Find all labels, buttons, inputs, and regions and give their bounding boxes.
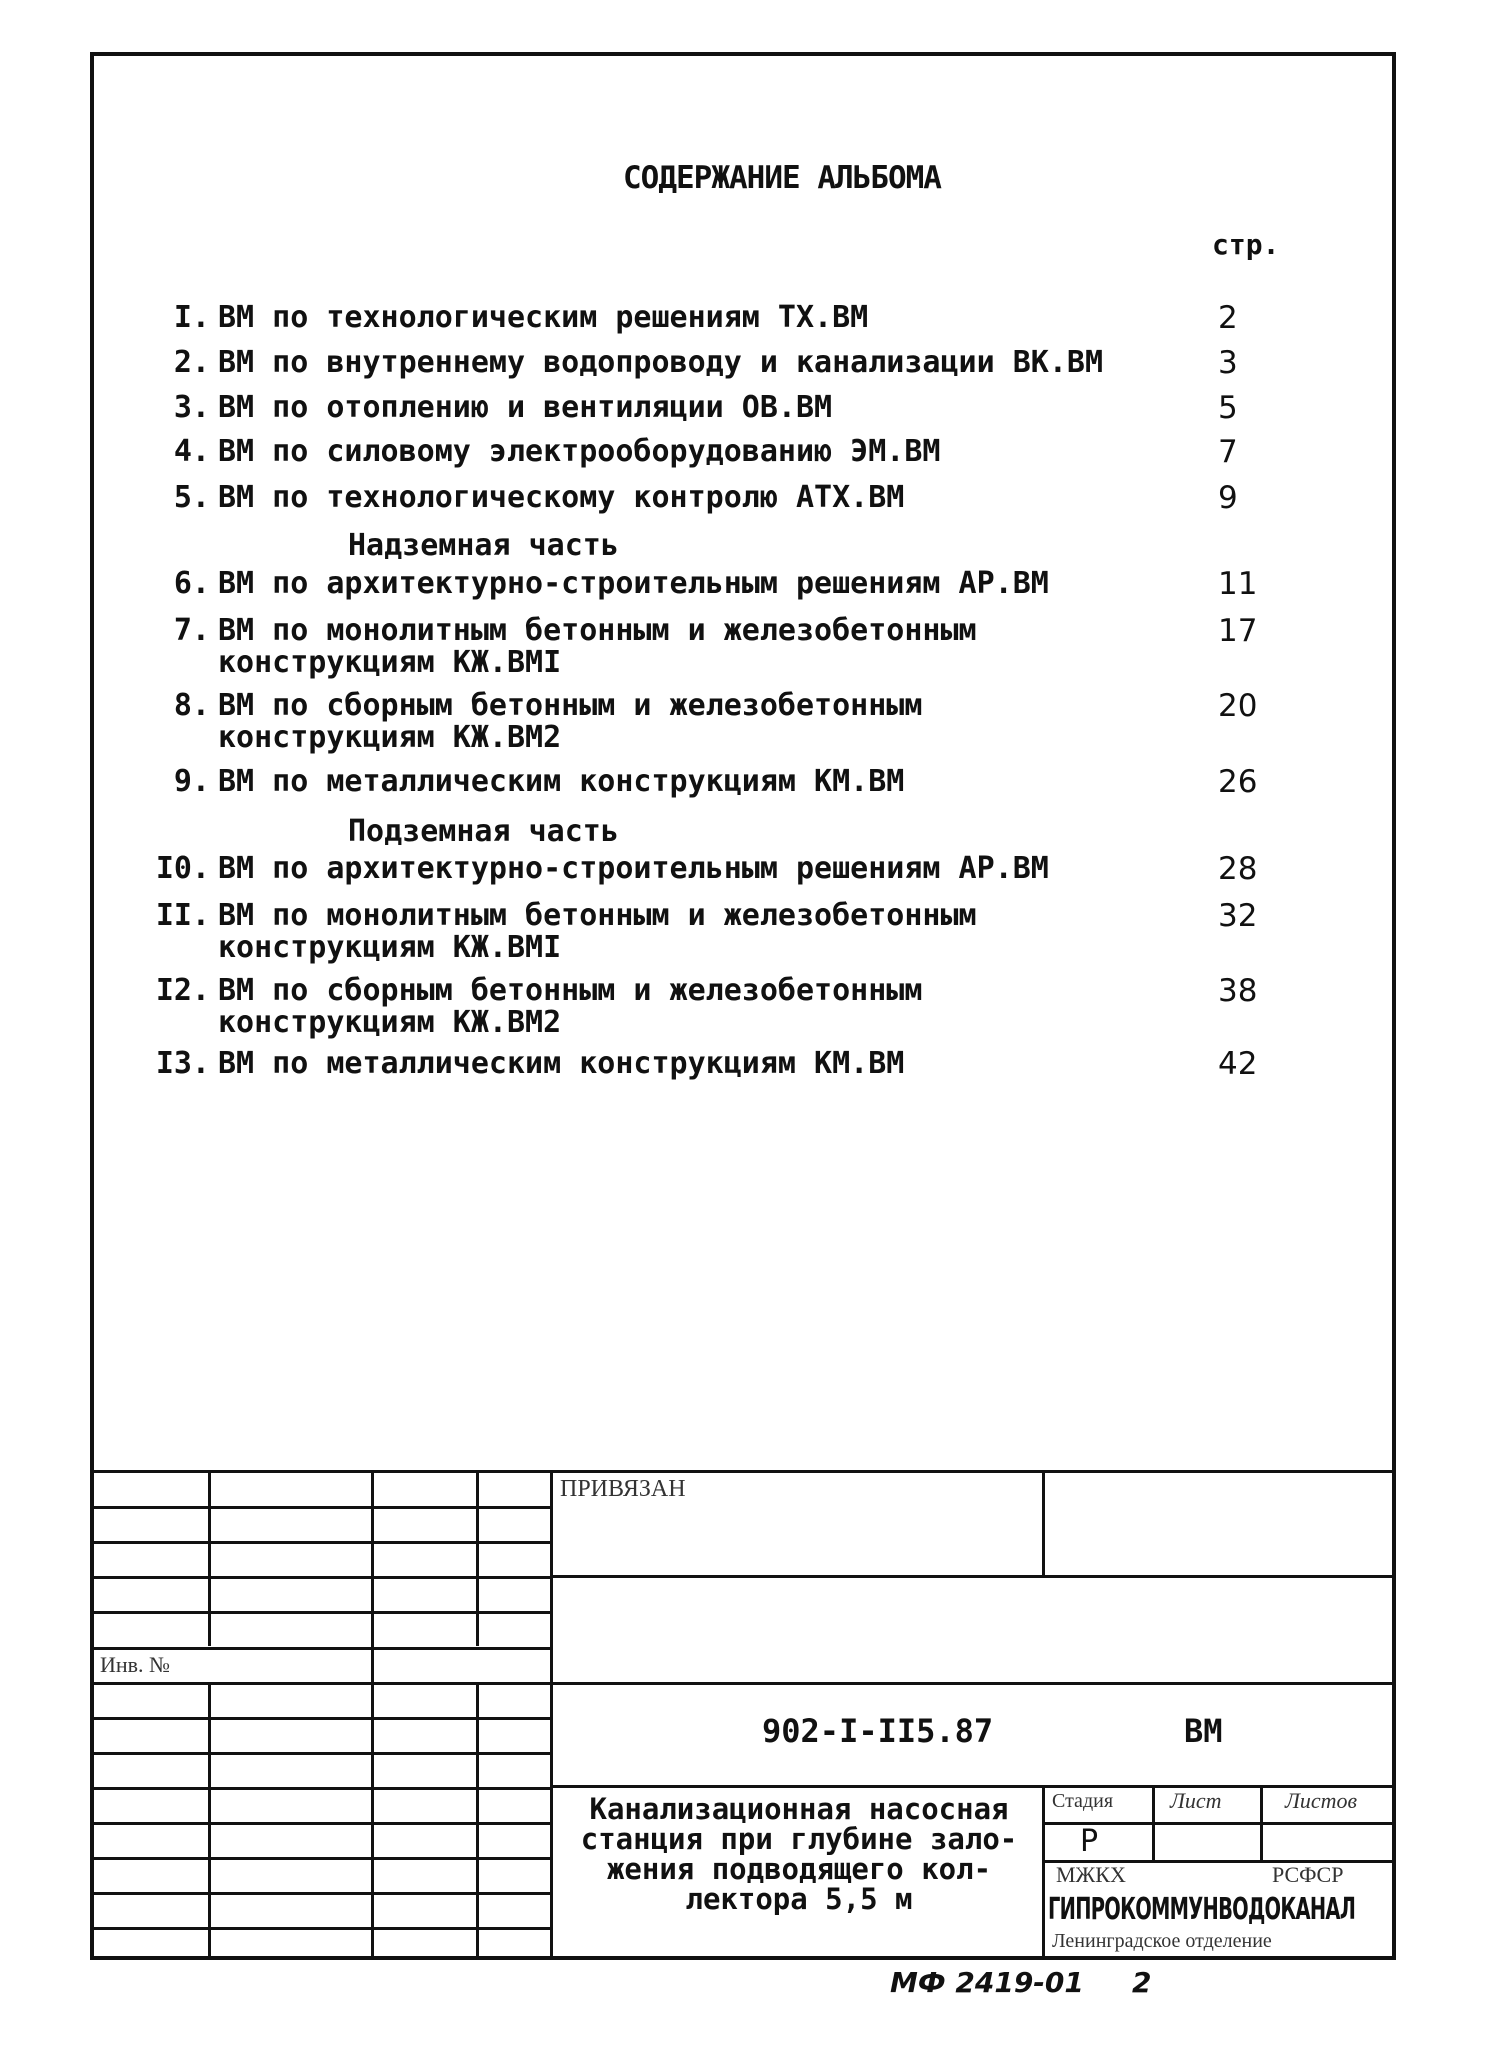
toc-item-page: 7 xyxy=(1218,434,1238,470)
toc-item-page: 42 xyxy=(1218,1046,1258,1082)
toc-item-text xyxy=(218,1048,1118,1080)
toc-item-text xyxy=(218,482,1118,514)
toc-item-line2: конструкциям КЖ.ВМI xyxy=(218,645,562,680)
album-contents-title: СОДЕРЖАНИЕ АЛЬБОМА xyxy=(623,160,941,196)
toc-item-page: 17 xyxy=(1218,613,1258,649)
toc-item-text xyxy=(218,975,1118,1039)
toc-item-page: 26 xyxy=(1218,764,1258,800)
section-underground: Подземная часть xyxy=(348,814,619,849)
toc-item-page: 28 xyxy=(1218,851,1258,887)
toc-item-page: 2 xyxy=(1218,300,1238,336)
branch: Ленинградское отделение xyxy=(1052,1930,1272,1952)
toc-item-line2: конструкциям КЖ.ВМI xyxy=(218,930,562,965)
toc-item-text xyxy=(218,615,1118,679)
toc-item-number: I3. xyxy=(155,1046,210,1081)
toc-item-page: 20 xyxy=(1218,688,1258,724)
handwritten-sheet-number: 2 xyxy=(1132,1966,1152,1999)
handwritten-archive-number: МФ 2419-01 xyxy=(890,1966,1084,1999)
toc-item-line1: ВМ по технологическому контролю АТХ.ВМ xyxy=(218,480,905,515)
toc-item-number: II. xyxy=(155,898,210,933)
document-code: 902-I-II5.87 xyxy=(762,1712,994,1750)
toc-item-page: 38 xyxy=(1218,973,1258,1009)
republic: РСФСР xyxy=(1272,1862,1344,1887)
stage-label: Стадия xyxy=(1052,1790,1114,1812)
sheet-label: Лист xyxy=(1170,1788,1222,1813)
toc-item-line1: ВМ по технологическим решениям ТХ.ВМ xyxy=(218,300,869,335)
inventory-number-label: Инв. № xyxy=(100,1652,171,1677)
toc-item-number: 3. xyxy=(173,390,210,425)
toc-item-page: 32 xyxy=(1218,898,1258,934)
toc-item-text xyxy=(218,347,1118,379)
toc-item-page: 3 xyxy=(1218,345,1238,381)
section-above-ground: Надземная часть xyxy=(348,528,619,563)
toc-item-number: I2. xyxy=(155,973,210,1008)
toc-item-line1: ВМ по силовому электрооборудованию ЭМ.ВМ xyxy=(218,434,941,469)
toc-item-page: 9 xyxy=(1218,480,1238,516)
toc-item-text xyxy=(218,392,1118,424)
toc-item-text xyxy=(218,690,1118,754)
toc-item-line1: ВМ по внутреннему водопроводу и канализации ВК.ВМ xyxy=(218,345,1104,380)
toc-item-line1: ВМ по архитектурно-строительным решениям АР.ВМ xyxy=(218,851,1049,886)
toc-item-line1: ВМ по сборным бетонным и железобетонным xyxy=(218,973,923,1008)
toc-item-line1: ВМ по металлическим конструкциям КМ.ВМ xyxy=(218,764,905,799)
toc-item-text xyxy=(218,568,1118,600)
stage-value: Р xyxy=(1080,1824,1099,1859)
toc-item-page: 11 xyxy=(1218,566,1258,602)
toc-item-line1: ВМ по сборным бетонным и железобетонным xyxy=(218,688,923,723)
toc-item-line1: ВМ по архитектурно-строительным решениям АР.ВМ xyxy=(218,566,1049,601)
toc-item-text xyxy=(218,853,1118,885)
sheets-label: Листов xyxy=(1285,1788,1358,1813)
ministry: МЖКХ xyxy=(1056,1862,1126,1887)
toc-item-number: I. xyxy=(173,300,210,335)
toc-item-text xyxy=(218,436,1118,468)
toc-item-number: 4. xyxy=(173,434,210,469)
toc-item-number: 9. xyxy=(173,764,210,799)
toc-item-line2: конструкциям КЖ.ВМ2 xyxy=(218,1005,562,1040)
toc-item-line1: ВМ по отоплению и вентиляции ОВ.ВМ xyxy=(218,390,833,425)
toc-item-line1: ВМ по монолитным бетонным и железобетонным xyxy=(218,898,977,933)
page-column-header: стр. xyxy=(1212,228,1280,261)
toc-item-text xyxy=(218,900,1118,964)
toc-item-number: 7. xyxy=(173,613,210,648)
toc-item-number: 8. xyxy=(173,688,210,723)
project-description: Канализационная насосная станция при глубине зало- жения подводящего кол- лектора 5,5 м xyxy=(580,1792,1018,1916)
attached-label: ПРИВЯЗАН xyxy=(560,1476,686,1502)
toc-item-text xyxy=(218,766,1118,798)
toc-item-line1: ВМ по металлическим конструкциям КМ.ВМ xyxy=(218,1046,905,1081)
toc-item-number: I0. xyxy=(155,851,210,886)
toc-item-number: 6. xyxy=(173,566,210,601)
toc-item-text xyxy=(218,302,1118,334)
toc-item-page: 5 xyxy=(1218,390,1238,426)
toc-item-number: 5. xyxy=(173,480,210,515)
toc-item-line2: конструкциям КЖ.ВМ2 xyxy=(218,720,562,755)
organization-name: ГИПРОКОММУНВОДОКАНАЛ xyxy=(1048,1892,1356,1927)
toc-item-line1: ВМ по монолитным бетонным и железобетонным xyxy=(218,613,977,648)
toc-item-number: 2. xyxy=(173,345,210,380)
document-mark: ВМ xyxy=(1184,1712,1223,1750)
